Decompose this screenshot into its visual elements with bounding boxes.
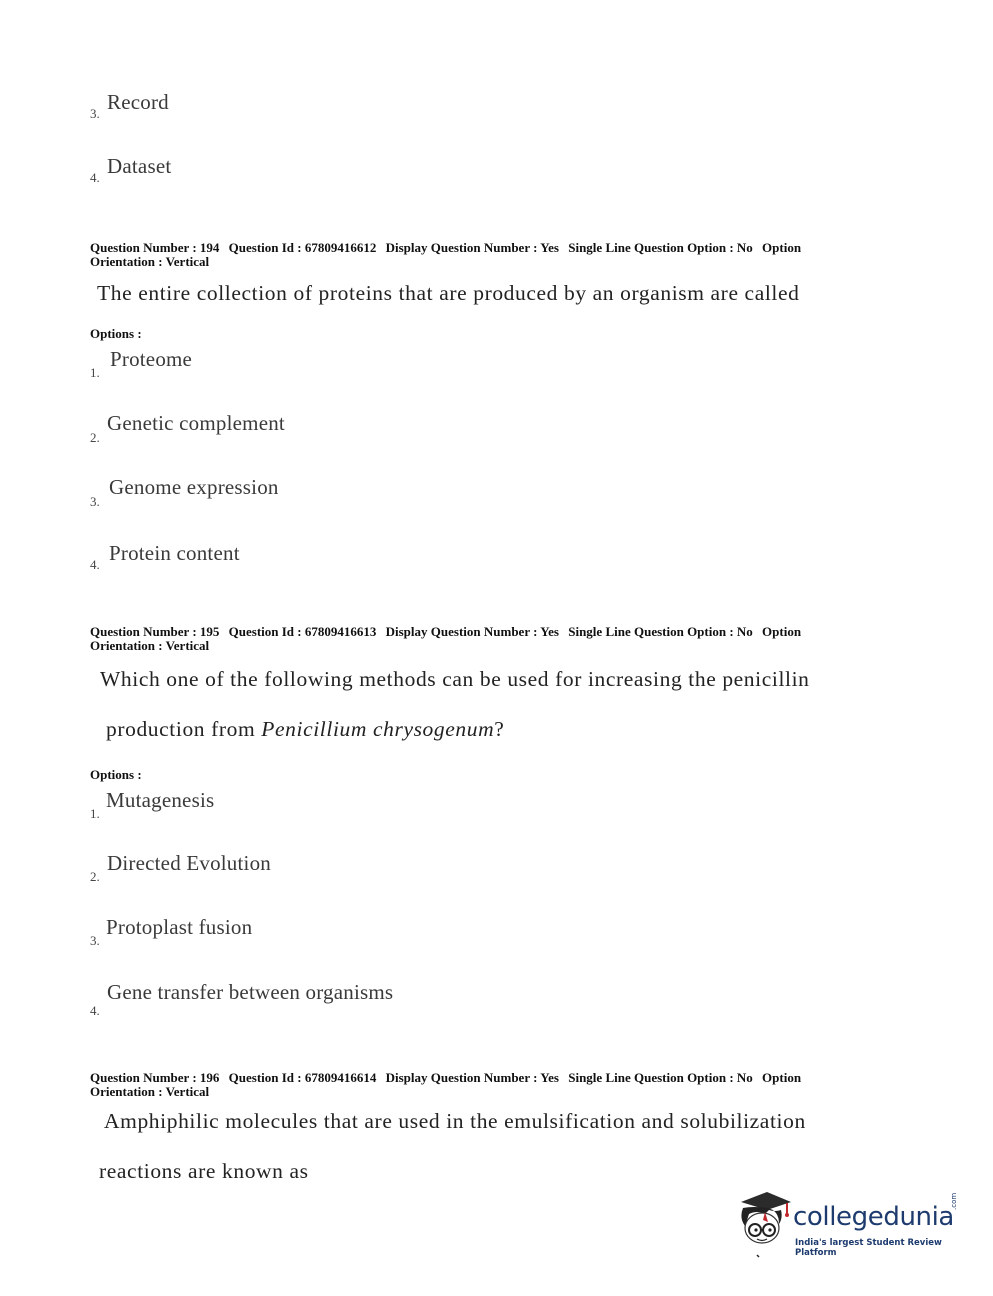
option-text: Protoplast fusion <box>106 915 253 939</box>
option-orientation: Option <box>762 624 802 639</box>
question-id: Question Id : 67809416614 <box>228 1070 377 1085</box>
organism-name: Penicillium chrysogenum <box>261 717 495 741</box>
options-label: Options : <box>90 326 142 341</box>
option-text: Protein content <box>109 541 240 565</box>
question-text-prefix: production from <box>106 717 262 741</box>
logo-wordmark: collegedunia <box>793 1202 954 1232</box>
option-number: 3. <box>90 933 100 948</box>
option-text: Genetic complement <box>107 411 285 435</box>
question-id: Question Id : 67809416613 <box>228 624 377 639</box>
option-orientation-value: Orientation : Vertical <box>90 1084 210 1099</box>
option-text: Gene transfer between organisms <box>107 980 394 1004</box>
question-number: Question Number : 194 <box>90 240 220 255</box>
option-number: 4. <box>90 557 100 572</box>
option-number: 3. <box>90 106 100 121</box>
question-meta <box>90 1071 880 1099</box>
option-number: 2. <box>90 430 100 445</box>
logo-tagline: India's largest Student Review Platform <box>795 1238 942 1258</box>
single-line-option: Single Line Question Option : No <box>568 1070 753 1085</box>
option-text: Record <box>107 90 169 114</box>
mascot-icon <box>735 1188 793 1260</box>
question-number: Question Number : 195 <box>90 624 220 639</box>
logo-domain-suffix: .com <box>950 1192 958 1210</box>
question-meta <box>90 241 880 269</box>
display-question-number: Display Question Number : Yes <box>385 240 559 255</box>
display-question-number: Display Question Number : Yes <box>385 1070 559 1085</box>
option-text: Genome expression <box>109 475 279 499</box>
question-id: Question Id : 67809416612 <box>228 240 377 255</box>
question-text-line-1: Which one of the following methods can be used for increasing the penicillin <box>100 667 810 691</box>
options-label: Options : <box>90 767 142 782</box>
option-number: 3. <box>90 494 100 509</box>
single-line-option: Single Line Question Option : No <box>568 240 753 255</box>
single-line-option: Single Line Question Option : No <box>568 624 753 639</box>
option-text: Dataset <box>107 154 172 178</box>
option-text: Directed Evolution <box>107 851 271 875</box>
question-text-line-2 <box>106 717 504 742</box>
display-question-number: Display Question Number : Yes <box>385 624 559 639</box>
question-meta <box>90 625 880 653</box>
option-orientation-value: Orientation : Vertical <box>90 254 210 269</box>
question-text-line-1: Amphiphilic molecules that are used in the emulsification and solubilization <box>104 1109 806 1133</box>
option-number: 1. <box>90 365 100 380</box>
option-text: Mutagenesis <box>106 788 215 812</box>
option-number: 1. <box>90 806 100 821</box>
option-orientation: Option <box>762 1070 802 1085</box>
collegedunia-logo <box>735 1188 965 1260</box>
option-orientation: Option <box>762 240 802 255</box>
option-text: Proteome <box>110 347 193 371</box>
option-number: 4. <box>90 1003 100 1018</box>
option-number: 4. <box>90 170 100 185</box>
option-orientation-value: Orientation : Vertical <box>90 638 210 653</box>
question-number: Question Number : 196 <box>90 1070 220 1085</box>
option-number: 2. <box>90 869 100 884</box>
question-text-line-2: reactions are known as <box>99 1159 309 1183</box>
question-text: The entire collection of proteins that are produced by an organism are called <box>97 281 800 305</box>
question-text-suffix: ? <box>494 717 505 741</box>
